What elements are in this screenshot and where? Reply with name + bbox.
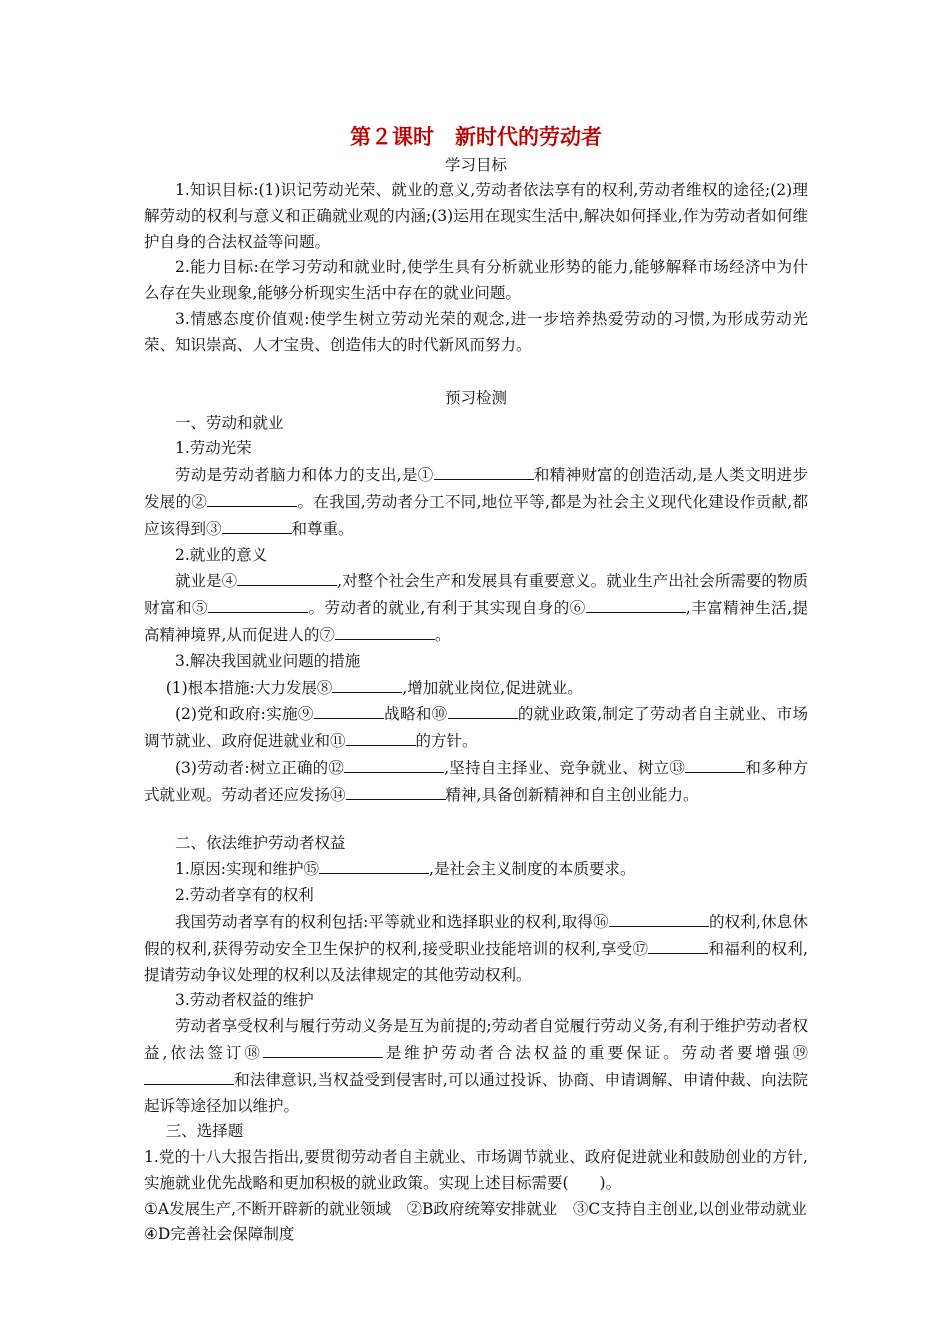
blank-11[interactable]: [346, 728, 416, 746]
blank-17[interactable]: [648, 936, 708, 954]
paragraph-rights: 我国劳动者享有的权利包括:平等就业和选择职业的权利,取得⑯ 的权利,休息休假的权利,获得劳动安全卫生保护的权利,接受职业技能培训的权利,享受⑰ 和福利的权利,提请劳动争议处理的权利以及法律规定的其他劳动权利。: [144, 909, 808, 988]
blank-8[interactable]: [332, 675, 402, 693]
question-1: 1.党的十八大报告指出,要贯彻劳动者自主就业、市场调节就业、政府促进就业和鼓励创业的方针,实施就业优先战略和更加积极的就业政策。实现上述目标需要( )。: [144, 1148, 808, 1192]
measure-2: (2)党和政府:实施⑨ 战略和⑩ 的就业政策,制定了劳动者自主就业、市场调节就业、政府促进就业和⑪ 的方针。: [144, 701, 808, 755]
subheading-1-1: 1.劳动光荣: [175, 439, 252, 458]
blank-12[interactable]: [344, 755, 444, 773]
goal-knowledge: 1.知识目标:(1)识记劳动光荣、就业的意义,劳动者依法享有的权利,劳动者维权的途径;(2)理解劳动的权利与意义和正确就业观的内涵;(3)运用在现实生活中,解决如何择业,作为劳动者如何维护自身的合法权益等问题。: [144, 181, 808, 251]
paragraph-reason: 1.原因:实现和维护⑮ ,是社会主义制度的本质要求。: [144, 856, 808, 883]
blank-6[interactable]: [586, 595, 686, 613]
goal-attitude: 3.情感态度价值观:使学生树立劳动光荣的观念,进一步培养热爱劳动的习惯,为形成劳动光荣、知识崇高、人才宝贵、创造伟大的时代新风而努力。: [144, 309, 808, 354]
blank-1[interactable]: [434, 462, 534, 480]
blank-2[interactable]: [207, 489, 297, 507]
spacer: [144, 809, 808, 831]
section-heading-1: 一、劳动和就业: [175, 413, 284, 432]
goal-ability: 2.能力目标:在学习劳动和就业时,使学生具有分析就业形势的能力,能够解释市场经济中为什么存在失业现象,能够分析现实生活中存在的就业问题。: [144, 258, 808, 303]
blank-9[interactable]: [314, 701, 384, 719]
blank-16[interactable]: [609, 909, 709, 927]
blank-7[interactable]: [335, 622, 435, 640]
paragraph-employment-meaning: 就业是④ ,对整个社会生产和发展具有重要意义。就业生产出社会所需要的物质财富和⑤ 。劳动者的就业,有利于其实现自身的⑥ ,丰富精神生活,提高精神境界,从而促进人的⑦ 。: [144, 568, 808, 648]
blank-4[interactable]: [237, 568, 337, 586]
section-heading-2: 二、依法维护劳动者权益: [175, 833, 346, 852]
question-1-options: ①A发展生产,不断开辟新的就业领域 ②B政府统筹安排就业 ③C支持自主创业,以创业带动就业: [144, 1199, 807, 1218]
blank-10[interactable]: [448, 701, 518, 719]
subheading-2-2: 2.劳动者享有的权利: [175, 886, 314, 905]
spacer: [144, 359, 808, 385]
paragraph-rights-protection: 劳动者享受权利与履行劳动义务是互为前提的;劳动者自觉履行劳动义务,有利于维护劳动者权益,依法签订⑱ 是维护劳动者合法权益的重要保证。劳动者要增强⑲和法律意识,当权益受到侵害时,可以通过投诉、协商、申请调解、申请仲裁、向法院起诉等途径加以维护。: [144, 1017, 808, 1115]
section-heading-3: 三、选择题: [165, 1122, 244, 1141]
question-1-option-4: ④D完善社会保障制度: [144, 1225, 295, 1244]
blank-13[interactable]: [685, 755, 745, 773]
goals-heading: 学习目标: [444, 156, 507, 174]
subheading-1-2: 2.就业的意义: [175, 545, 268, 564]
document-content: [144, 122, 808, 1248]
paragraph-labor-glory: 劳动是劳动者脑力和体力的支出,是① 和精神财富的创造活动,是人类文明进步发展的② 。在我国,劳动者分工不同,地位平等,都是为社会主义现代化建设作贡献,都应该得到③ 和尊重。: [144, 462, 808, 542]
measure-1: (1)根本措施:大力发展⑧ ,增加就业岗位,促进就业。: [144, 675, 808, 702]
blank-14[interactable]: [346, 782, 446, 800]
blank-5[interactable]: [208, 595, 308, 613]
preview-heading: 预习检测: [444, 388, 507, 407]
lesson-title: 第２课时 新时代的劳动者: [350, 125, 602, 149]
blank-15[interactable]: [319, 856, 429, 874]
blank-19[interactable]: [144, 1067, 234, 1085]
subheading-2-3: 3.劳动者权益的维护: [175, 991, 314, 1010]
measure-3: (3)劳动者:树立正确的⑫ ,坚持自主择业、竞争就业、树立⑬ 和多种方式就业观。劳动者还应发扬⑭ 精神,具备创新精神和自主创业能力。: [144, 755, 808, 809]
blank-3[interactable]: [222, 516, 292, 534]
subheading-1-3: 3.解决我国就业问题的措施: [175, 651, 361, 670]
blank-18[interactable]: [263, 1040, 383, 1058]
